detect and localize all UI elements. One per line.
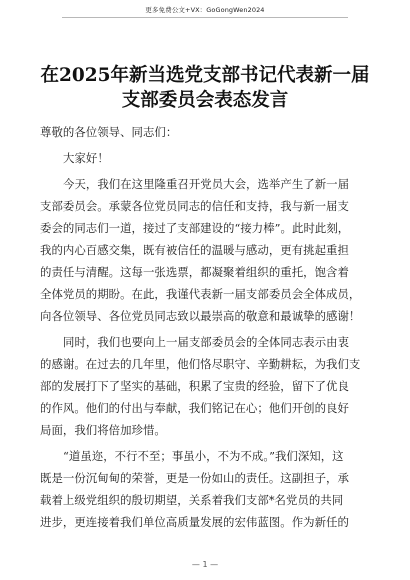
paragraph-3-line: “道虽迩，不行不至；事虽小，不为不成。”我们深知，这 xyxy=(63,449,344,463)
paragraph-2-line: 部的发展打下了坚实的基础，积累了宝贵的经验，留下了优良 xyxy=(40,379,349,393)
header-divider xyxy=(62,17,348,18)
paragraph-1-line: 我的内心百感交集，既有被信任的温暖与感动，更有挑起重担 xyxy=(40,243,349,257)
greeting: 大家好！ xyxy=(63,151,109,165)
paragraph-2-line: 的感谢。在过去的几年里，他们恪尽职守、辛勤耕耘，为我们支 xyxy=(40,357,361,371)
paragraph-1-line: 支部委员会。承蒙各位党员同志的信任和支持，我与新一届支 xyxy=(40,199,349,213)
page-header-note: 更多免费公文+VX：GoGongWen2024 xyxy=(145,6,265,14)
paragraph-2-line: 同时，我们也要向上一届支部委员会的全体同志表示由衷 xyxy=(63,335,350,349)
paragraph-1-line: 的责任与清醒。这每一张选票，都凝聚着组织的重托，饱含着 xyxy=(40,265,349,279)
document-title-line-1: 在2025年新当选党支部书记代表新一届 xyxy=(40,65,370,86)
paragraph-3-line: 进步，更连接着我们单位高质量发展的宏伟蓝图。作为新任的 xyxy=(40,515,349,529)
page-number: — 1 — xyxy=(191,560,219,569)
paragraph-1-line: 今天，我们在这里隆重召开党员大会，选举产生了新一届 xyxy=(63,177,350,191)
paragraph-3-line: 载着上级党组织的殷切期望，关系着我们支部*名党员的共同 xyxy=(40,493,344,507)
paragraph-1-line: 向各位领导、各位党员同志致以最崇高的敬意和最诚挚的感谢！ xyxy=(40,309,361,323)
paragraph-1-line: 委会的同志们一道，接过了支部建设的“接力棒”。此时此刻， xyxy=(40,221,350,235)
document-title-line-2: 支部委员会表态发言 xyxy=(121,90,289,111)
paragraph-2-line: 局面，我们将倍加珍惜。 xyxy=(40,423,166,437)
paragraph-2-line: 的作风。他们的付出与奉献，我们铭记在心；他们开创的良好 xyxy=(40,401,349,415)
salutation: 尊敬的各位领导、同志们： xyxy=(40,125,178,139)
paragraph-1-line: 全体党员的期盼。在此，我谨代表新一届支部委员会全体成员， xyxy=(40,287,361,301)
paragraph-3-line: 既是一份沉甸甸的荣誉，更是一份如山的责任。这副担子，承 xyxy=(40,471,349,485)
